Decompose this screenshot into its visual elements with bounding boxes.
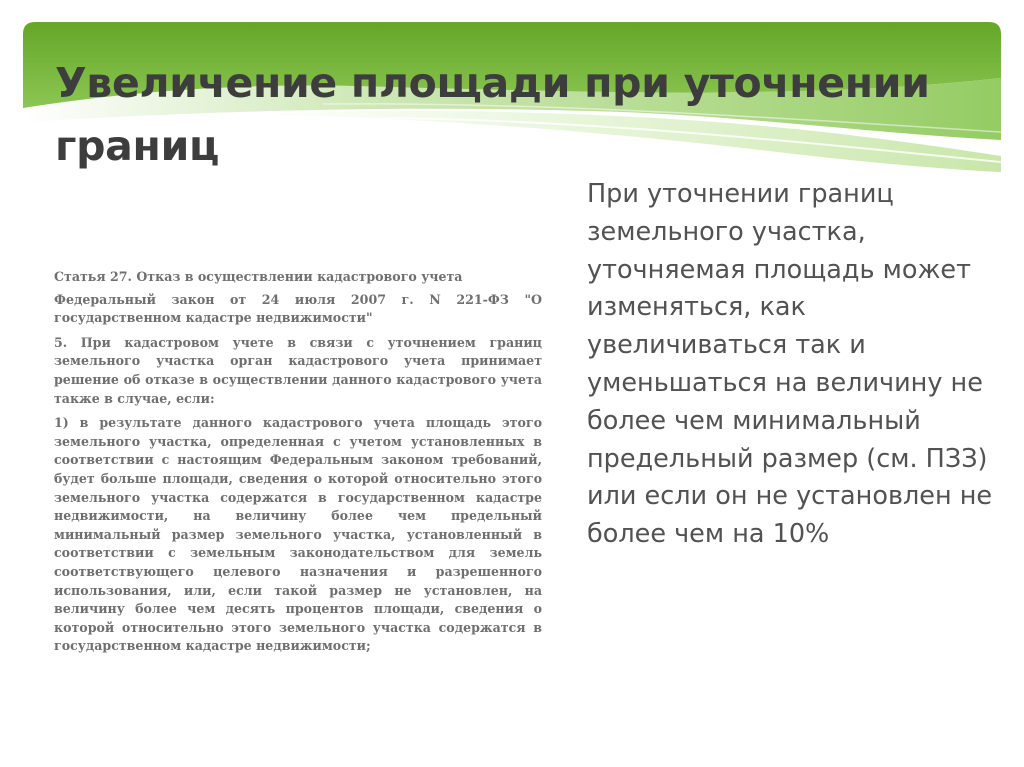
law-source: Федеральный закон от 24 июля 2007 г. N 221-ФЗ "О государственном кадастре недвижимости" (54, 291, 542, 326)
law-excerpt (54, 268, 542, 662)
slide-title: Увеличение площади при уточнении границ (55, 59, 930, 170)
law-item-1: 1) в результате данного кадастрового учета площадь этого земельного участка, определенная с учетом установленных в соответствии с настоящим Федеральным законом требований, будет больше площади, сведения о которой относительно этого земельного участка содержатся в государственном кадастре недвижимости, на величину более чем предельный минимальный размер земельного участка, установленный в соответствии с земельным законодательством для земель соответствующего целевого назначения и разрешенного использования, или, если такой размер не установлен, на величину более чем десять процентов площади, сведения о которой относительно этого земельного участка содержатся в государственном кадастре недвижимости; (54, 415, 542, 654)
law-article-heading: Статья 27. Отказ в осуществлении кадастрового учета (54, 269, 463, 284)
summary-text: При уточнении границ земельного участка, уточняемая площадь может изменяться, как увеличиваться так и уменьшаться на величину не более чем минимальный предельный размер (см. ПЗЗ) или если он не установлен не более чем на 10% (587, 179, 993, 550)
law-clause-5: 5. При кадастровом учете в связи с уточнением границ земельного участка орган кадастрового учета принимает решение об отказе в осуществлении данного кадастрового учета также в случае, если: (54, 334, 542, 406)
